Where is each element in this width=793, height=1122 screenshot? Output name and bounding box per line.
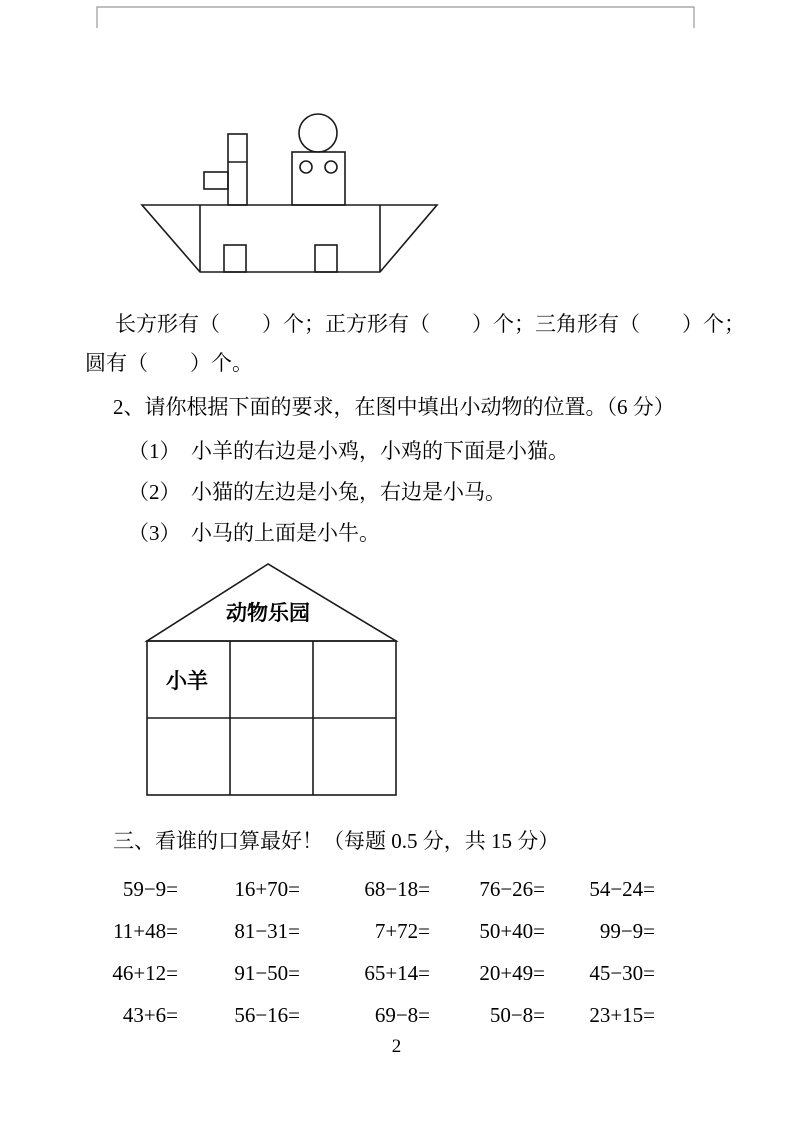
boat-side-pipe-rect (204, 172, 228, 189)
arith-problem: 81−31= (234, 919, 300, 943)
arith-problem: 59−9= (122, 877, 178, 901)
counting-question-line1: 长方形有（ ）个；正方形有（ ）个；三角形有（ ）个； (115, 312, 745, 336)
boat-cabin-window-right (325, 161, 337, 173)
boat-shapes-figure (142, 114, 437, 272)
arith-problem: 68−18= (364, 877, 430, 901)
boat-chimney-rect (228, 134, 247, 205)
house-roof-label: 动物乐园 (226, 601, 310, 625)
boat-head-circle (299, 114, 337, 152)
arith-problem: 11+48= (113, 919, 178, 943)
house-cell-label-sheep: 小羊 (166, 669, 208, 693)
arith-problem: 54−24= (589, 877, 655, 901)
page-border (97, 7, 694, 28)
arith-problem: 99−9= (599, 919, 655, 943)
arith-problem: 91−50= (234, 961, 300, 985)
arith-problem: 50−8= (489, 1003, 545, 1027)
arith-problem: 43+6= (122, 1003, 178, 1027)
arith-problem: 16+70= (234, 877, 300, 901)
arith-problem: 45−30= (589, 961, 655, 985)
question2-item-2: （2） 小猫的左边是小兔，右边是小马。 (128, 480, 506, 504)
boat-hull-window-right (315, 245, 337, 272)
arithmetic-problems-grid (85, 868, 655, 1036)
boat-hull-outline (142, 205, 437, 272)
arith-problem: 76−26= (479, 877, 545, 901)
boat-hull-window-left (224, 245, 246, 272)
counting-question-line2: 圆有（ ）个。 (85, 351, 253, 375)
question2-title: 2、请你根据下面的要求，在图中填出小动物的位置。（6 分） (113, 395, 675, 419)
arith-problem: 65+14= (364, 961, 430, 985)
question2-item-1: （1） 小羊的右边是小鸡，小鸡的下面是小猫。 (128, 439, 569, 463)
arith-problem: 69−8= (374, 1003, 430, 1027)
arith-problem: 50+40= (479, 919, 545, 943)
arith-problem: 7+72= (374, 919, 430, 943)
arith-problem: 20+49= (479, 961, 545, 985)
section3-title: 三、看谁的口算最好！（每题 0.5 分，共 15 分） (113, 829, 560, 853)
arith-problem: 46+12= (112, 961, 178, 985)
question2-item-3: （3） 小马的上面是小牛。 (128, 521, 380, 545)
arith-problem: 23+15= (589, 1003, 655, 1027)
boat-cabin-rect (292, 152, 345, 205)
page-number: 2 (391, 1036, 402, 1057)
arith-problem: 56−16= (234, 1003, 300, 1027)
boat-cabin-window-left (300, 161, 312, 173)
